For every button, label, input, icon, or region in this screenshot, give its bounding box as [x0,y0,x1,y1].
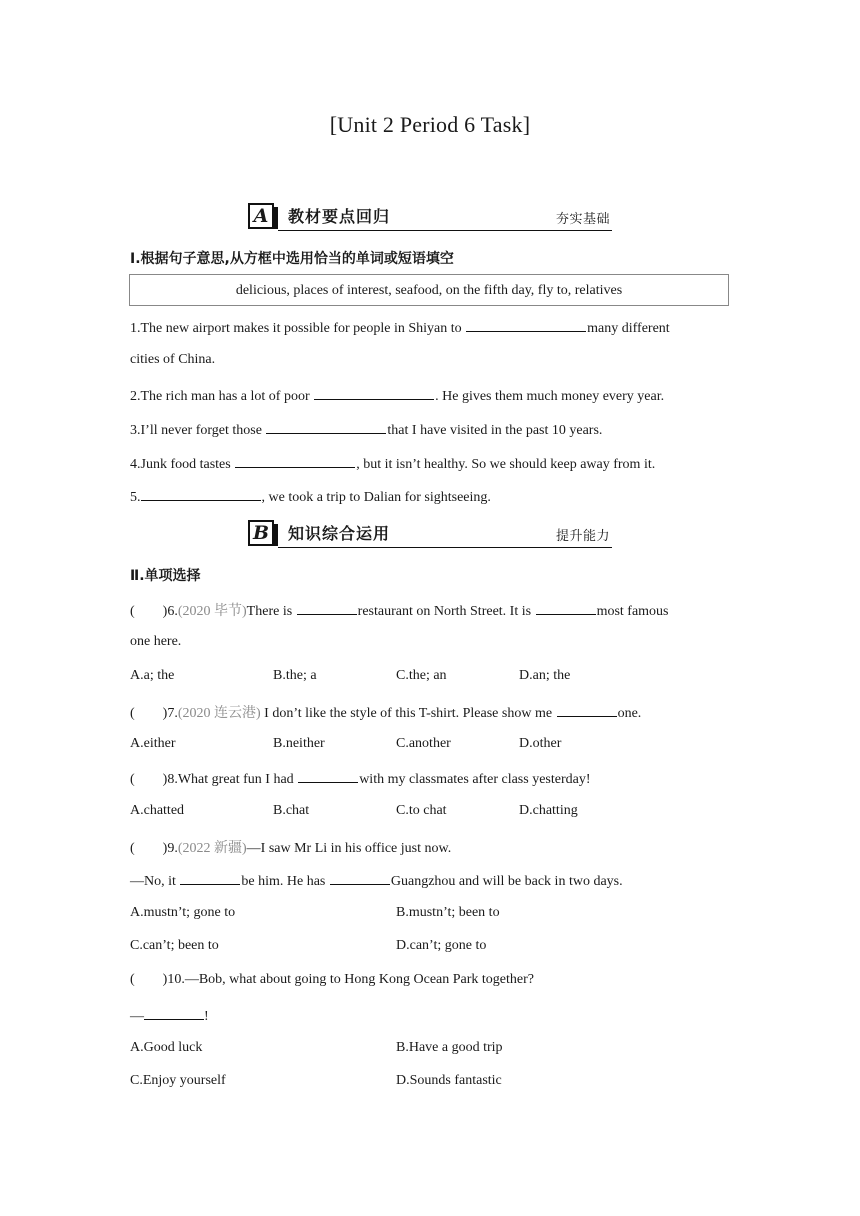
question-10-line2 [130,1006,209,1025]
option-a[interactable]: A.a; the [130,668,175,683]
question-text: 4.Junk food tastes [130,457,235,472]
answer-paren[interactable]: ( [130,706,135,721]
answer-blank [536,601,596,615]
option-c[interactable]: C.the; an [396,668,447,683]
option-d[interactable]: D.an; the [519,668,571,683]
word-box: delicious, places of interest, seafood, on the fifth day, fly to, relatives [129,274,729,306]
question-3 [130,420,602,439]
option-b[interactable]: B.mustn’t; been to [396,905,500,920]
option-b[interactable]: B.the; a [273,668,317,683]
answer-paren[interactable]: ( [130,772,135,787]
question-source: (2020 连云港) [177,706,261,721]
option-c[interactable]: C.another [396,736,451,751]
question-text: 3.I’ll never forget those [130,423,266,438]
question-text: —I saw Mr Li in his office just now. [246,841,452,856]
option-a[interactable]: A.mustn’t; gone to [130,905,236,920]
answer-paren[interactable]: ( [130,841,135,856]
question-1 [130,318,670,337]
question-text: restaurant on North Street. It is [357,604,535,619]
banner-heading-b: 知识综合运用 [288,524,391,543]
section2-heading: Ⅱ.单项选择 [130,568,201,584]
question-text: many different [587,321,670,336]
banner-tag-b: 提升能力 [555,529,610,544]
question-text: with my classmates after class yesterday! [359,772,591,787]
option-c[interactable]: C.can’t; been to [130,938,219,953]
banner-tag-a: 夯实基础 [555,212,610,227]
question-text: —No, it [130,874,180,889]
question-text: most famous [596,604,669,619]
question-number: )8. [162,772,178,787]
answer-paren[interactable]: ( [130,604,135,619]
question-text: Guangzhou and will be back in two days. [390,874,623,889]
question-9 [130,837,451,857]
question-text: ! [204,1009,209,1024]
question-text: , but it isn’t healthy. So we should keep away from it. [356,457,656,472]
question-text: 5. [130,490,141,505]
question-number: )10. [162,972,185,987]
answer-blank[interactable] [314,386,434,400]
question-text: that I have visited in the past 10 years. [387,423,603,438]
question-text: one. [617,706,642,721]
answer-blank[interactable] [466,318,586,332]
banner-heading-a: 教材要点回归 [288,207,391,226]
option-d[interactable]: D.can’t; gone to [396,938,487,953]
banner-badge-b: B [248,520,274,546]
section-banner-a [248,201,612,231]
page-title: [Unit 2 Period 6 Task] [329,112,531,137]
answer-blank [144,1006,204,1020]
option-a[interactable]: A.Good luck [130,1040,203,1055]
question-text: 2.The rich man has a lot of poor [130,389,314,404]
question-text: There is [246,604,296,619]
question-2 [130,386,664,405]
section1-heading: Ⅰ.根据句子意思,从方框中选用恰当的单词或短语填空 [130,251,454,267]
question-number: )6. [162,604,178,619]
question-text: be him. He has [241,874,329,889]
question-number: )7. [162,706,178,721]
question-text: . He gives them much money every year. [435,389,665,404]
option-b[interactable]: B.neither [273,736,325,751]
answer-paren[interactable]: ( [130,972,135,987]
option-a[interactable]: A.chatted [130,803,185,818]
question-source: (2022 新疆) [177,841,247,856]
question-text: 1.The new airport makes it possible for people in Shiyan to [130,321,466,336]
section-banner-b [248,518,612,548]
question-number: )9. [162,841,178,856]
question-text: , we took a trip to Dalian for sightseeing. [261,490,491,505]
question-text: What great fun I had [177,772,298,787]
question-text: —Bob, what about going to Hong Kong Ocean Park together? [184,972,534,987]
answer-blank[interactable] [235,454,355,468]
answer-blank [330,871,390,885]
question-5 [130,487,491,506]
question-8 [130,769,591,788]
question-4 [130,454,655,473]
option-c[interactable]: C.Enjoy yourself [130,1073,226,1088]
answer-blank[interactable] [266,420,386,434]
banner-badge-a: A [248,203,274,229]
banner-rule [278,230,612,232]
question-source: (2020 毕节) [177,604,247,619]
question-1-cont: cities of China. [130,352,216,367]
answer-blank [180,871,240,885]
option-d[interactable]: D.Sounds fantastic [396,1073,502,1088]
answer-blank [557,703,617,717]
question-text: I don’t like the style of this T-shirt. Please show me [260,706,556,721]
question-7 [130,702,641,722]
question-10 [130,972,534,988]
option-b[interactable]: B.Have a good trip [396,1040,503,1055]
option-c[interactable]: C.to chat [396,803,447,818]
option-a[interactable]: A.either [130,736,176,751]
question-6-cont: one here. [130,634,182,649]
question-text: — [130,1009,144,1024]
answer-blank [298,769,358,783]
banner-rule [278,547,612,549]
option-b[interactable]: B.chat [273,803,310,818]
question-6 [130,600,669,620]
answer-blank [297,601,357,615]
question-9-line2 [130,871,623,890]
option-d[interactable]: D.chatting [519,803,578,818]
option-d[interactable]: D.other [519,736,562,751]
answer-blank[interactable] [141,487,261,501]
